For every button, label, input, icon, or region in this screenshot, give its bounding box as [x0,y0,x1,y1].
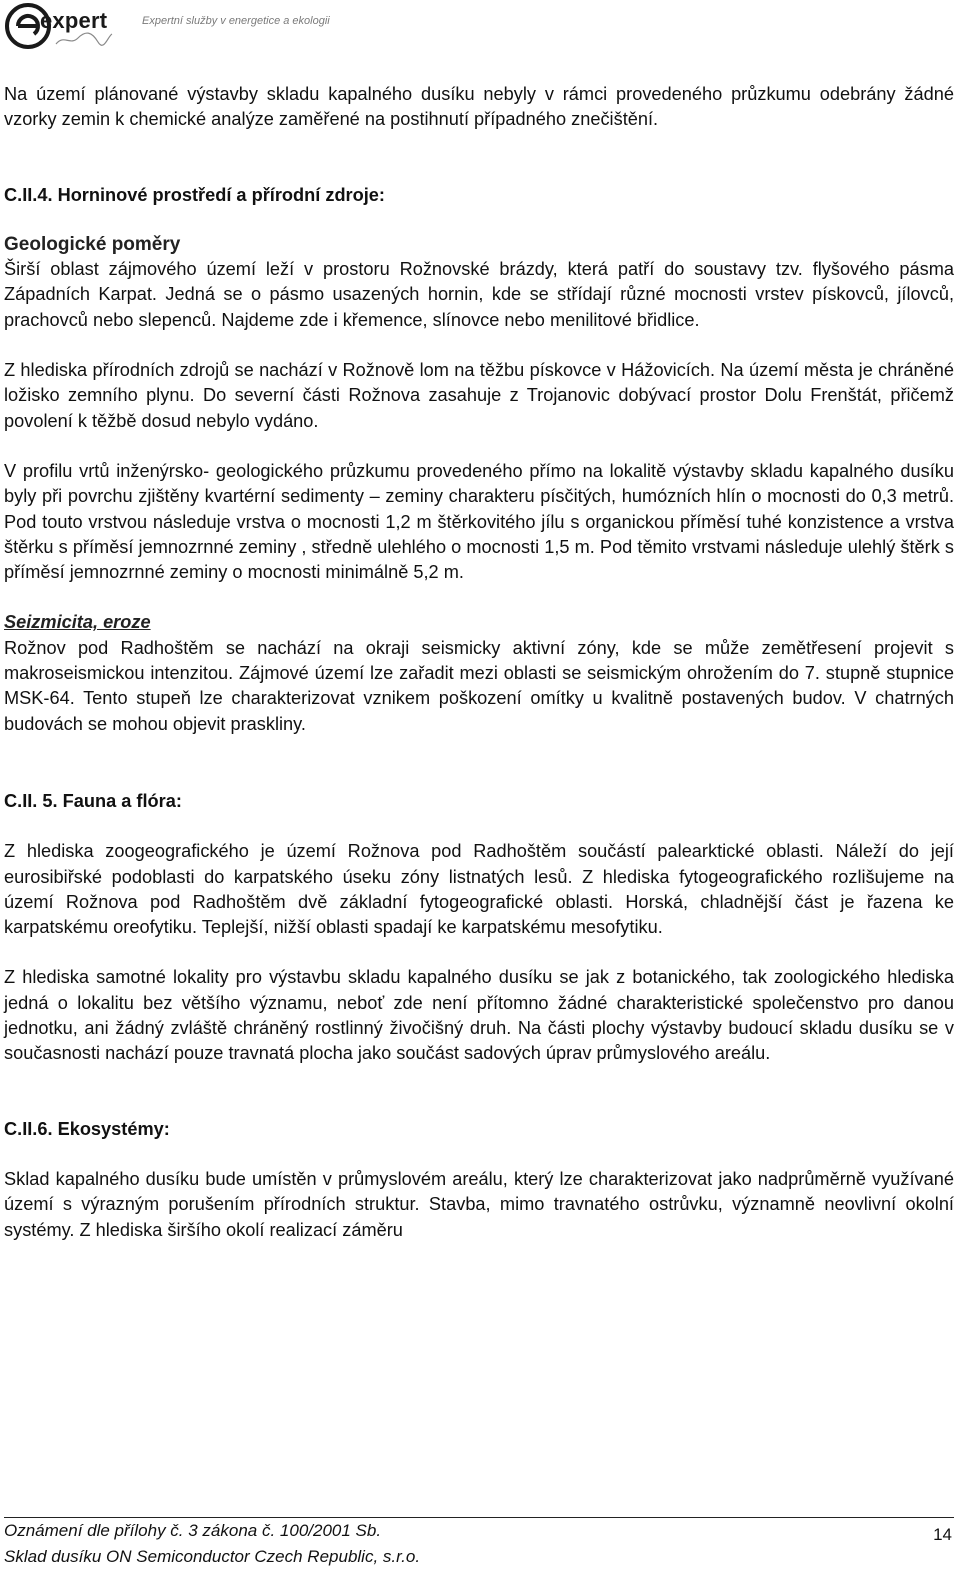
paragraph-geology: Širší oblast zájmového území leží v prostoru Rožnovské brázdy, která patří do soustavy tzv. flyšového pásma Západních Karpat. Jedná se o pásmo usazených hornin, kde se střídají různé mocnosti vrstev pískovců, jílovců, prachovců nebo slepenců. Najdeme zde i křemence, slínovce nebo menilitové břidlice. [4,259,954,330]
logo-wordmark: expert [40,8,108,33]
paragraph-natural-resources: Z hlediska přírodních zdrojů se nachází v Rožnově lom na těžbu pískovce v Hážovicích. Na území města je chráněné ložisko zemního plynu. Do severní části Rožnova zasahuje z Trojanovic dobývací prostor Dolu Frenštát, přičemž povolení k těžbě dosud nebylo vydáno. [4,360,954,431]
page-header [4,2,564,50]
paragraph-boreholes: V profilu vrtů inženýrsko- geologického průzkumu provedeného přímo na lokalitě výstavby skladu kapalného dusíku byly při povrchu zjištěny kvartérní sedimenty – zeminy charakteru písčitých, humózních hlín o mocnosti do 0,3 metrů. Pod touto vrstvou následuje vrstva o mocnosti 1,2 m štěrkovitého jílu s organickou příměsí tuhé konzistence a vrstva štěrku s příměsí jemnozrnné zeminy , středně ulehlého o mocnosti 1,5 m. Pod těmito vrstvami následuje ulehlý štěrk s příměsí jemnozrnné zeminy o mocnosti minimálně 5,2 m. [4,460,954,583]
paragraph-ecosystems: Sklad kapalného dusíku bude umístěn v průmyslovém areálu, který lze charakterizovat jako nadprůměrně využívané území s výrazným porušením přírodních struktur. Stavba, mimo travnatého ostrůvku, významně neovlivní okolní systémy. Z hlediska širšího okolí realizací záměru [4,1168,954,1240]
footer-project-name: Sklad dusíku ON Semiconductor Czech Republic, s.r.o. [4,1547,421,1566]
paragraph-seismicity: Rožnov pod Radhoštěm se nachází na okraji seismicky aktivní zóny, kde se může zemětřesení projevit s makroseismickou intenzitou. Zájmové území lze zařadit mezi oblasti se seismickým ohrožením do 7. stupně stupnice MSK-64. Tento stupeň lze charakterizovat vznikem poškození omítky u kvalitně postavených budov. V chatrných budovách se mohou objevit praskliny. [4,637,954,734]
footer-legal-reference: Oznámení dle přílohy č. 3 zákona č. 100/2001 Sb. [4,1521,382,1540]
paragraph-fauna-2: Z hlediska samotné lokality pro výstavbu skladu kapalného dusíku se jak z botanického, tak zoologického hlediska jedná o lokalitu bez většího významu, neboť zde není přítomno žádné charakteristické společenstvo pro danou jednotku, ani žádný zvláště chráněný rostlinný živočišný druh. Na části plochy výstavby budoucí skladu dusíku se v současnosti nachází pouze travnatá plocha jako součást sadových úprav průmyslového areálu. [4,967,954,1064]
subheading-seismicity: Seizmicita, eroze [4,612,151,633]
signature-scribble-icon [54,30,114,48]
page-footer [4,1517,954,1570]
paragraph-fauna-1: Z hlediska zoogeografického je území Rožnova pod Radhoštěm součástí palearktické oblasti. Náleží do její eurosibiřské podoblasti do karpatského úseku zóny listnatých lesů. Z hlediska fytogeografického rozlišujeme na území Rožnova pod Radhoštěm dvě základní fytogeografické oblasti. Horská, chladnější část je řazena ke karpatskému oreofytiku. Teplejší, nižší oblasti spadají ke karpatskému mesofytiku. [4,841,954,938]
document-body [4,82,954,1243]
page-number: 14 [933,1525,952,1544]
paragraph-intro: Na území plánované výstavby skladu kapalného dusíku nebyly v rámci provedeného průzkumu odebrány žádné vzorky zemin k chemické analýze zaměřené na postihnutí případného znečištění. [4,84,954,130]
section-heading-c2-6: C.II.6. Ekosystémy: [4,1118,170,1139]
logo-tagline: Expertní služby v energetice a ekologii [142,15,330,27]
subheading-geology: Geologické poměry [4,233,181,255]
section-heading-c2-5: C.II. 5. Fauna a flóra: [4,790,182,811]
section-heading-c2-4: C.II.4. Horninové prostředí a přírodní zdroje: [4,184,385,205]
